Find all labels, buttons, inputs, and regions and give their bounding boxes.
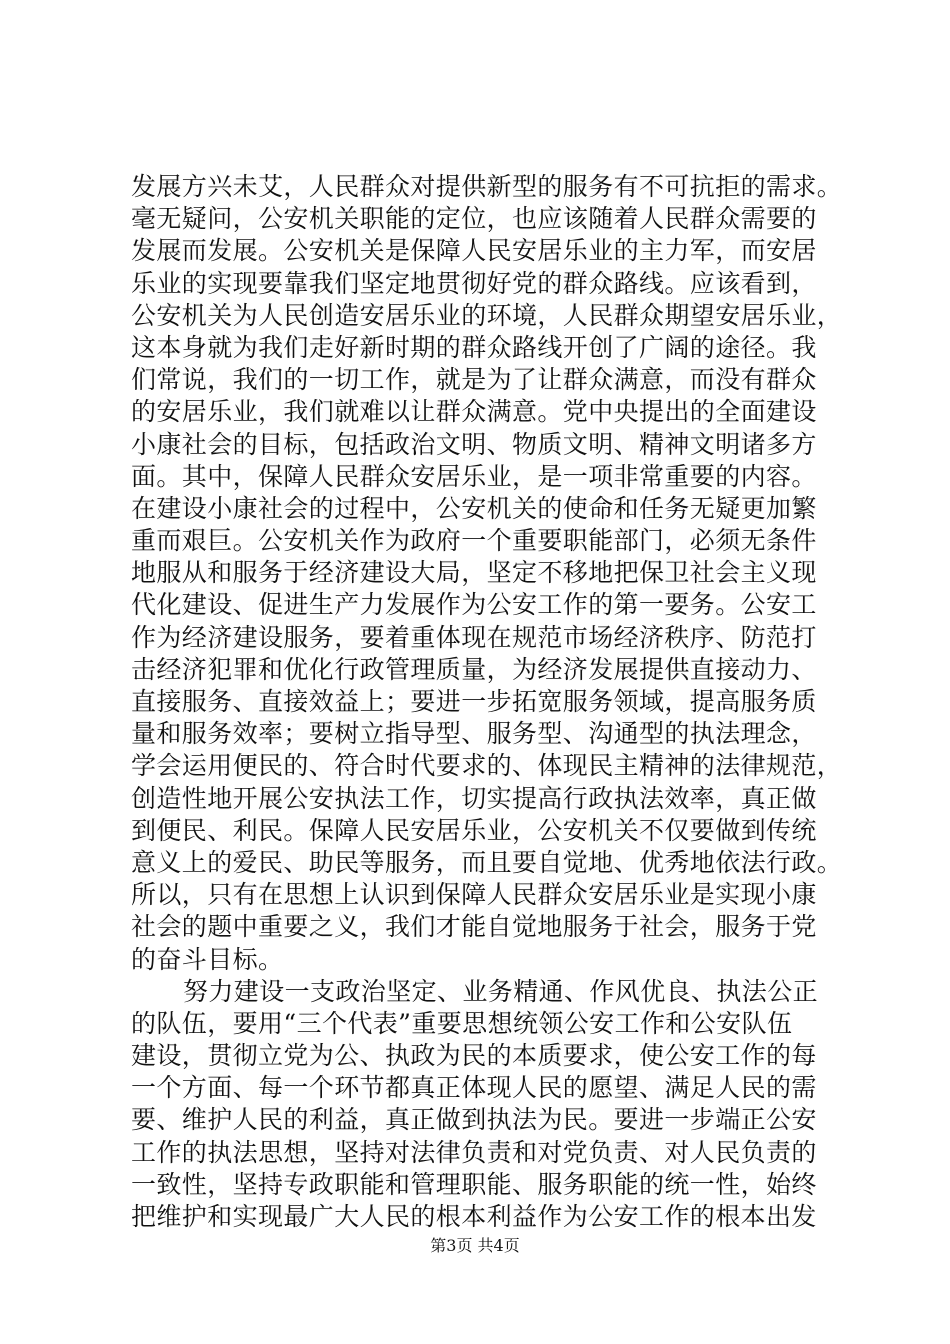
- text-line: 的队伍，要用“三个代表”重要思想统领公安工作和公安队伍: [131, 1008, 793, 1038]
- body-text: [131, 171, 843, 1233]
- text-line: 一个方面、每一个环节都真正体现人民的愿望、满足人民的需: [131, 1073, 817, 1103]
- page-number: 第3页 共4页: [430, 1236, 520, 1255]
- text-line: 们常说，我们的一切工作，就是为了让群众满意，而没有群众: [131, 365, 817, 395]
- text-line: 作为经济建设服务，要着重体现在规范市场经济秩序、防范打: [131, 622, 817, 652]
- text-line: 击经济犯罪和优化行政管理质量，为经济发展提供直接动力、: [131, 654, 817, 684]
- text-line: 建设，贯彻立党为公、执政为民的本质要求，使公安工作的每: [131, 1041, 817, 1071]
- text-line: 量和服务效率；要树立指导型、服务型、沟通型的执法理念，: [131, 719, 817, 749]
- text-line: 学会运用便民的、符合时代要求的、体现民主精神的法律规范，: [131, 751, 843, 781]
- text-line: 一致性，坚持专政职能和管理职能、服务职能的统一性，始终: [131, 1169, 817, 1199]
- text-line: 在建设小康社会的过程中，公安机关的使命和任务无疑更加繁: [131, 493, 817, 523]
- text-line: 小康社会的目标，包括政治文明、物质文明、精神文明诸多方: [131, 429, 817, 459]
- text-line: 的奋斗目标。: [131, 944, 284, 974]
- text-line: 发展而发展。公安机关是保障人民安居乐业的主力军，而安居: [131, 236, 817, 266]
- text-line: 公安机关为人民创造安居乐业的环境，人民群众期望安居乐业，: [131, 300, 843, 330]
- page-footer: [0, 1236, 950, 1256]
- text-line: 重而艰巨。公安机关作为政府一个重要职能部门，必须无条件: [131, 526, 817, 556]
- text-line: 代化建设、促进生产力发展作为公安工作的第一要务。公安工: [131, 590, 817, 620]
- text-line: 发展方兴未艾，人民群众对提供新型的服务有不可抗拒的需求。: [131, 172, 843, 201]
- text-line: 面。其中，保障人民群众安居乐业，是一项非常重要的内容。: [131, 461, 817, 491]
- text-line: 创造性地开展公安执法工作，切实提高行政执法效率，真正做: [131, 783, 817, 813]
- text-line: 乐业的实现要靠我们坚定地贯彻好党的群众路线。应该看到，: [131, 268, 817, 298]
- text-line: 到便民、利民。保障人民安居乐业，公安机关不仅要做到传统: [131, 815, 817, 845]
- text-line: 毫无疑问，公安机关职能的定位，也应该随着人民群众需要的: [131, 204, 817, 234]
- text-line: 意义上的爱民、助民等服务，而且要自觉地、优秀地依法行政。: [131, 847, 843, 877]
- text-line: 这本身就为我们走好新时期的群众路线开创了广阔的途径。我: [131, 332, 817, 362]
- paragraph-first-line: 努力建设一支政治坚定、业务精通、作风优良、执法公正: [183, 976, 819, 1006]
- text-line: 社会的题中重要之义，我们才能自觉地服务于社会，服务于党: [131, 912, 817, 942]
- text-line: 的安居乐业，我们就难以让群众满意。党中央提出的全面建设: [131, 397, 817, 427]
- text-line: 地服从和服务于经济建设大局，坚定不移地把保卫社会主义现: [131, 558, 817, 588]
- text-line: 把维护和实现最广大人民的根本利益作为公安工作的根本出发: [131, 1202, 817, 1231]
- text-line: 直接服务、直接效益上；要进一步拓宽服务领域，提高服务质: [131, 687, 817, 716]
- text-line: 要、维护人民的利益，真正做到执法为民。要进一步端正公安: [131, 1105, 817, 1135]
- text-line: 工作的执法思想，坚持对法律负责和对党负责、对人民负责的: [131, 1137, 817, 1167]
- text-line: 所以，只有在思想上认识到保障人民群众安居乐业是实现小康: [131, 880, 817, 910]
